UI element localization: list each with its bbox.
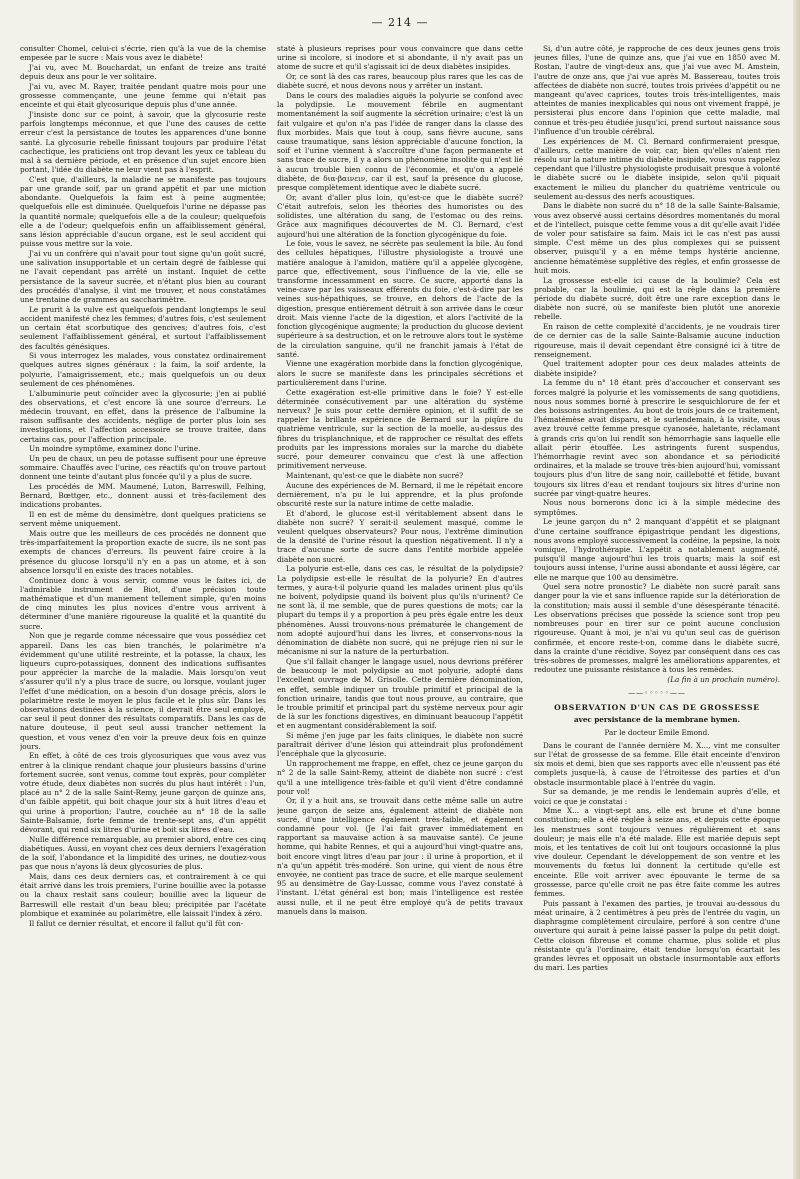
paragraph: Or, ce sont là des cas rares, beaucoup plus rares que les cas de diabète sucré, et nous devons nous y arrêter un instant. <box>277 72 523 91</box>
text-columns <box>20 44 780 1170</box>
paragraph: L'albuminurie peut coïncider avec la glycosurie; j'en ai publié des observations, et c'est encore là une source d'erreurs. Le médecin trouvant, en effet, dans la présence de l'albumine la raison suffisante des accidents, néglige de porter plus loin ses investigations, et l'affection accessoire se trouve traitée, dans certains cas, pour l'affection principale. <box>20 388 266 444</box>
paragraph: En raison de cette complexité d'accidents, je ne voudrais tirer de ce dernier cas de la salle Sainte-Balsamie aucune induction rigoureuse, mais il devait cependant être consigné ici à titre de renseignement. <box>534 322 780 359</box>
paragraph: Le prurit à la vulve est quelquefois pendant longtemps le seul accident manifesté chez les femmes; d'autres fois, c'est seulement un certain état scorbutique des gencives; d'autres fois, c'est seulement l'affaiblissement général, et surtout l'affaiblissement des facultés génésiques. <box>20 304 266 351</box>
paragraph: Il en est de même du densimètre, dont quelques praticiens se servent même uniquement. <box>20 510 266 529</box>
paragraph: Vienne une exagération morbide dans la fonction glycogénique, alors le sucre se manifeste dans les principales sécrétions et particulièrement dans l'urine. <box>277 359 523 387</box>
paragraph: J'insiste donc sur ce point, à savoir, que la glycosurie reste parfois longtemps méconnue, et que l'une des causes de cette erreur c'est la persistance de toutes les apparences d'une bonne santé. La glycosurie rebelle finissant toujours par produire l'état cachectique, les praticiens ont trop devant les yeux ce tableau du mal à sa dernière période, et en présence d'un sujet encore bien portant, l'idée du diabète ne leur vient pas à l'esprit. <box>20 109 266 175</box>
paragraph: Or, il y a huit ans, se trouvait dans cette même salle un autre jeune garçon de seize ans, également atteint de diabète non sucré, d'une intelligence également très-faible, et également condamné pour vol. (Je l'ai fait graver immédiatement en rapportant sa mauvaise action à sa mauvaise santé). Ce jeune homme, qui habite Rennes, et qui a aujourd'hui vingt-quatre ans, boit encore vingt litres d'eau par jour : il urine à proportion, et il n'a qu'un appétit très-modéré. Son urine, qui vient de nous être envoyée, ne contient pas trace de sucre, et elle marque seulement 95 au densimètre de Gay-Lussac, comme vous l'avez constaté à l'instant. L'état général est bon; mais l'intelligence est restée aussi nulle, et il ne peut être employé qu'à de petits travaux manuels dans la maison. <box>277 796 523 916</box>
paragraph: Puis passant à l'examen des parties, je trouvai au-dessous du méat urinaire, à 2 centimètres à peu près de l'entrée du vagin, un diaphragme complètement circulaire, perforé à son centre d'une ouverture qui aurait à peine laissé passer la pulpe du petit doigt. Cette cloison fibreuse et comme charnue, plus solide et plus résistante qu'à l'ordinaire, était tendue lorsqu'on écartait les grandes lèvres et opposait un obstacle insurmontable aux efforts du mari. Les parties <box>534 898 780 973</box>
paragraph: Non que je regarde comme nécessaire que vous possédiez cet appareil. Dans les cas bien tranchés, le polarimètre n'a évidemment qu'une utilité restreinte, et la potasse, la chaux, les liqueurs cupro-potassiques, donnent des indications suffisantes pour apprécier la marche de la maladie. Mais lorsqu'on veut s'assurer qu'il n'y a plus trace de sucre, ou lorsque, voulant juger l'effet d'une médication, on a besoin d'un dosage précis, alors le polarimètre reste le moyen le plus facile et le plus sûr. Dans les observations destinées à la science, il devrait être seul employé, car seul il peut donner des résultats comparatifs. Dans les cas de nature douteuse, il peut seul aussi trancher nettement la question, et vous venez d'en voir la preuve deux fois en quinze jours. <box>20 631 266 751</box>
section-subtitle: avec persistance de la membrane hymen. <box>573 715 740 725</box>
paragraph: La grossesse est-elle ici cause de la boulimie? Cela est probable, car la boulimie, qui est la règle dans la première période du diabète sucré, doit être une rare exception dans le diabète non sucré, où se manifeste bien plutôt une anorexie rebelle. <box>534 275 780 322</box>
page-edge-fold <box>793 0 800 1179</box>
paragraph: Quel traitement adopter pour ces deux malades atteints de diabète insipide? <box>534 359 780 378</box>
paragraph: Un peu de chaux, un peu de potasse suffisent pour une épreuve sommaire. Chauffés avec l'urine, ces réactifs qu'on trouve partout donnent une teinte d'autant plus foncée qu'il y a plus de sucre. <box>20 453 266 482</box>
paragraph: Nous nous bornerons donc ici à la simple médecine des symptômes. <box>534 498 780 517</box>
page-number: — 214 — <box>371 16 429 29</box>
paragraph: Mais outre que les meilleurs de ces procédés ne donnent que très-imparfaitement la proportion exacte de sucre, ils ne sont pas exempts de chances d'erreurs. Ils peuvent faire croire à la présence du glucose lorsqu'il n'y en a pas un atome, et à son absence lorsqu'il en existe des traces notables. <box>20 529 266 575</box>
paragraph: Si même j'en juge par les faits cliniques, le diabète non sucré paraîtrait dériver d'une lésion qui atteindrait plus profondément l'encéphale que la glycosurie. <box>277 731 523 759</box>
paragraph: Les procédés de MM. Maumené, Luton, Barreswill, Felhing, Bernard, Bœttger, etc., donnent aussi et très-facilement des indications probantes. <box>20 482 266 510</box>
paragraph: J'ai vu, avec M. Rayer, traitée pendant quatre mois pour une grossesse commençante, une jeune femme qui n'était pas enceinte et qui était glycosurique depuis plus d'une année. <box>20 81 266 110</box>
paragraph: Aucune des expériences de M. Bernard, il me le répétait encore dernièrement, n'a pu le lui apprendre, et la plus profonde obscurité reste sur la nature intime de cette maladie. <box>277 480 523 508</box>
paragraph: Quel sera notre pronostic? Le diabète non sucré paraît sans danger pour la vie et sans influence rapide sur la détérioration de la constitution; mais aussi il semble d'une désespérante ténacité. Les observations précises que possède la science sont trop peu nombreuses pour en tirer sur ce point aucune conclusion rigoureuse. Quant à moi, je n'ai vu qu'un seul cas de guérison confirmée, et encore reste-t-on, comme dans le diabète sucré, dans la crainte d'une récidive. Soyez par conséquent dans ces cas très-sobres de promesses, malgré les améliorations apparentes, et redoutez une puissante résistance à tous les remèdes. <box>534 582 780 675</box>
paragraph: Dans le courant de l'année dernière M. X..., vint me consulter sur l'état de grossesse de sa femme. Elle était enceinte d'environ six mois et demi, bien que ses rapports avec elle n'eussent pas été complets jusque-là, à cause de l'étroitesse des parties et d'un obstacle insurmontable placé à l'entrée du vagin. <box>534 740 780 787</box>
paragraph: Nulle différence remarquable, au premier abord, entre ces cinq diabétiques. Aussi, en voyant chez ces deux derniers l'exagération de la soif, l'abondance et la limpidité des urines, ne doutiez-vous pas que nous n'ayons là deux glycosuries de plus. <box>20 834 266 872</box>
paragraph: Un rapprochement me frappe, en effet, chez ce jeune garçon du n° 2 de la salle Saint-Remy, atteint de diabète non sucré : c'est qu'il a une intelligence très-faible et qu'il vient d'être condamné pour vol! <box>277 759 523 796</box>
paragraph: C'est que, d'ailleurs, la maladie ne se manifeste pas toujours par une grande soif, par un grand appétit et par une miction abondante. Quelquefois la faim est à peine augmentée; quelquefois elle est diminuée. Quelquefois l'urine ne dépasse pas la quantité normale; quelquefois elle a de la couleur; quelquefois elle a de l'odeur; quelquefois enfin un affaiblissement général, sans lésion appréciable d'aucun organe, est le seul accident qui puisse vous mettre sur la voie. <box>20 174 266 249</box>
column-right <box>534 44 780 1170</box>
paragraph: Or, avant d'aller plus loin, qu'est-ce que le diabète sucré? C'était autrefois, selon les théories des humoristes ou des solidistes, une altération du sang, de l'estomac ou des reins. Grâce aux magnifiques découvertes de M. Cl. Bernard, c'est aujourd'hui une altération de la fonction glycogénique du foie. <box>277 192 523 239</box>
paragraph: La femme du n° 18 étant près d'accoucher et conservant ses forces malgré la polyurie et les vomissements de sang quotidiens, nous nous sommes borné à prescrire le sesquichlorure de fer et des boissons astringentes. Au bout de trois jours de ce traitement, l'hématémèse avait disparu, et le surlendemain, à la visite, vous avez trouvé cette femme presque cyanosée, haletante, réclamant à grands cris qu'on lui rendît son hémorrhagie sans laquelle elle allait périr étouffée. Les astringents furent suspendus, l'hémorrhagie revint avec son abondance et sa périodicité ordinaires, et la malade se trouve très-bien aujourd'hui, vomissant toujours plus d'un litre de sang noir, caillebotté et fétide, buvant toujours six litres d'eau et rendant toujours six litres d'urine non sucrée par vingt-quatre heures. <box>534 378 780 498</box>
paragraph: Si vous interrogez les malades, vous constatez ordinairement quelques autres signes généraux : la faim, la soif ardente, la polyurie, l'amaigrissement, etc.; mais quelquefois un ou deux seulement de ces phénomènes. <box>20 351 266 388</box>
paragraph: Maintenant, qu'est-ce que le diabète non sucré? <box>286 470 464 480</box>
paragraph: Le jeune garçon du n° 2 manquant d'appétit et se plaignant d'une certaine souffrance épigastrique pendant les digestions, nous avons employé successivement la codéine, la pepsine, la noix vomique, l'hydrothérapie. L'appétit a notablement augmenté, puisqu'il mange aujourd'hui les trois quarts; mais la soif est toujours aussi intense, l'urine aussi abondante et aussi légère, car elle ne marque que 100 au densimètre. <box>534 517 780 582</box>
paragraph: consulter Chomel, celui-ci s'écrie, rien qu'à la vue de la chemise empesée par le sucre : Mais vous avez le diabète! <box>20 44 266 63</box>
paragraph: Si, d'un autre côté, je rapproche de ces deux jeunes gens trois jeunes filles, l'une de quinze ans, que j'ai vue en 1850 avec M. Rostan, l'autre de vingt-deux ans, que j'ai vue avec M. Amstein, l'autre de onze ans, que j'ai vue après M. Bassereau, toutes trois affectées de diabète non sucré, toutes trois privées d'appétit ou ne mangeant qu'avec caprices, toutes trois très-intelligentes, mais atteintes de manies inexplicables qui nous ont vivement frappé, je persisterai plus encore dans l'opinion que cette maladie, mal connue et très-peu étudiée jusqu'ici, prend surtout naissance sous l'influence d'un trouble cérébral. <box>534 44 780 136</box>
paragraph: Dans le cours des maladies aiguës la polyurie se confond avec la polydipsie. Le mouvement fébrile en augmentant momentanément la soif augmente la sécrétion urinaire; c'est là un fait vulgaire et qu'on n'a pas l'idée de ranger dans la classe des flux morbides. Mais que tout à coup, sans fièvre aucune, sans cause traumatique, sans lésion appréciable d'aucune fonction, la soif et l'urine viennent à s'accroître d'une façon permanente et sans trace de sucre, il y a alors un phénomène insolite qui n'est lié à aucun trouble bien connu de l'économie, et qu'on a appelé diabète, de δια-βαινειν, car il est, sauf la présence du glucose, presque complètement identique avec le diabète sucré. <box>277 91 523 193</box>
paragraph: J'ai vu un confrère qui n'avait pour tout signe qu'un goût sucré, une salivation insupportable et un certain degré de faiblesse qui ne l'avait cependant pas arrêté un instant. Inquiet de cette persistance de la saveur sucrée, et n'étant plus bien au courant des procédés d'analyse, il vint me trouver, et nous constatâmes une trentaine de grammes au saccharimètre. <box>20 248 266 304</box>
paragraph: Dans le diabète non sucré du n° 18 de la salle Sainte-Balsamie, vous avez observé aussi certains désordres momentanés du moral et de l'intellect, puisque cette femme vous a dit qu'elle avait l'idée de voler pour satisfaire sa faim. Mais ici le cas n'est pas aussi simple. C'est même un des plus complexes qui se puissent observer, puisqu'il y a en même temps hystérie ancienne, ancienne hématémèse supplétive des règles, et enfin grossesse de huit mois. <box>534 201 780 275</box>
paragraph: Cette exagération est-elle primitive dans le foie? Y est-elle déterminée consécutivement par une altération du système nerveux? Je suis pour cette dernière opinion, et il suffit de se rappeler la brillante expérience de Bernard sur la piqûre du quatrième ventricule, sur la section de la moelle, au-dessus des fibres du trisplanchnique, et de rapprocher ce résultat des effets produits par les impressions morales sur la marche du diabète sucré, pour demeurer convaincu que c'est là une affection primitivement nerveuse. <box>277 387 523 471</box>
paragraph: Sur sa demande, je me rendis le lendemain auprès d'elle, et voici ce que je constatai : <box>534 787 780 806</box>
paragraph: Le foie, vous le savez, ne sécrète pas seulement la bile. Au fond des cellules hépatiques, l'illustre physiologiste a trouvé une matière analogue à l'amidon, matière qu'il a appelée glycogène, parce que, effectivement, sous l'influence de la vie, elle se transforme incessamment en sucre. Ce sucre, apporté dans la veine-cave par les vaisseaux efférents du foie, c'est-à-dire par les veines sus-hépathiques, se trouve, en dehors de l'acte de la digestion, presque entièrement détruit à son arrivée dans le cœur droit. Mais vienne l'acte de la digestion, et alors l'activité de la fonction glycogénique augmente; la production du glucose devient supérieure à sa destruction, et on le retrouve alors tout le système de la circulation sanguine, qu'il ne franchit jamais à l'état de santé. <box>277 239 523 359</box>
paragraph: Que s'il fallait changer le langage usuel, nous devrions préférer de beaucoup le mot polydipsie au mot polyurie, adopté dans l'excellent ouvrage de M. Grisolle. Cette dernière dénomination, en effet, semble indiquer un trouble primitif et principal de la fonction urinaire, tandis que tout nous prouve, au contraire, que le trouble primitif et principal part du système nerveux pour agir de là sur les fonctions digestives, en diminuant beaucoup l'appétit et en augmentant considérablement la soif. <box>277 656 523 731</box>
paragraph: Et d'abord, le glucose est-il véritablement absent dans le diabète non sucré? Y serait-il seulement masqué, comme le veulent quelques observateurs? Pour nous, l'extrême diminution de la densité de l'urine résout la question négativement. Il n'y a trace d'aucune sorte de sucre dans l'entité morbide appelée diabète non sucré. <box>277 508 523 564</box>
section-author: Par le docteur Emile Emond. <box>604 727 710 737</box>
paragraph: Mais, dans ces deux derniers cas, et contrairement à ce qui était arrivé dans les trois premiers, l'urine bouillie avec la potasse ou la chaux restait sans couleur; bouillie avec la liqueur de Barreswill elle restait d'un beau bleu; précipitée par l'acétate plombique et examinée au polarimètre, elle laissait l'index à zéro. <box>20 872 266 918</box>
article-continuation <box>534 44 780 674</box>
continuation-note: (La fin à un prochain numéro). <box>667 674 780 684</box>
paragraph: La polyurie est-elle, dans ces cas, le résultat de la polydipsie? La polydipsie est-elle le résultat de la polyurie? En d'autres termes, y aura-t-il polyurie quand les malades urinent plus qu'ils ne boivent, polydipsie quand ils boivent plus qu'ils n'urinent? Ce ne sont là, il me semble, que de pures questions de mots; car la plupart du temps il y a proportion à peu près égale entre les deux phénomènes. Aussi trouvons-nous prématurée le changement de nom adopté aujourd'hui dans les livres, et conservons-nous la dénomination de diabète non sucré, qui ne préjuge rien ni sur le mécanisme ni sur la nature de la perturbation. <box>277 564 523 657</box>
section-title: OBSERVATION D'UN CAS DE GROSSESSE <box>554 703 760 713</box>
paragraph: Un moindre symptôme, examinez donc l'urine. <box>29 444 201 454</box>
paragraph: Il fallut ce dernier résultat, et encore il fallut qu'il fût con- <box>29 918 244 928</box>
paragraph: En effet, à côté de ces trois glycosuriques que vous avez vus entrer à la clinique rendant chaque jour plusieurs bassins d'urine fortement sucrée, sont venus, comme tout exprès, pour compléter votre étude, deux diabètes non sucrés du plus haut intérêt : l'un, placé au n° 2 de la salle Saint-Remy, jeune garçon de quinze ans, d'un faible appétit, qui boit chaque jour six à huit litres d'eau et qui urine à proportion; l'autre, couchée au n° 18 de la salle Sainte-Balsamie, forte femme de trente-sept ans, d'un appétit dévorant, qui rend six litres d'urine et boit six litres d'eau. <box>20 751 266 835</box>
paragraph: staté à plusieurs reprises pour vous convaincre que dans cette urine si incolore, si inodore et si abondante, il n'y avait pas un atome de sucre et qu'il s'agissait ici de deux diabètes insipides. <box>277 44 523 72</box>
section-ornament: ——◦◦◦◦◦—— <box>628 689 686 698</box>
paragraph: Les expériences de M. Cl. Bernard confirmeraient presque, d'ailleurs, cette manière de voir, car, bien qu'elles n'aient rien résolu sur la nature intime du diabète insipide, vous vous rappelez cependant que l'illustre physiologiste produisait presque à volonté le diabète sucré ou le diabète insipide, selon qu'il piquait exactement le milieu du plancher du quatrième ventricule ou seulement au-dessus des nerfs acoustiques. <box>534 136 780 201</box>
paragraph: Continuez donc à vous servir, comme vous le faites ici, de l'admirable instrument de Biot, d'une précision toute mathématique et d'un maniement tellement simple, qu'en moins de cinq minutes les plus novices d'entre vous arrivent à déterminer d'une manière rigoureuse la qualité et la quantité du sucre. <box>20 575 266 631</box>
column-middle <box>277 44 523 1170</box>
new-article-body <box>534 741 780 973</box>
column-left <box>20 44 266 1170</box>
paragraph: Mme X... a vingt-sept ans, elle est brune et d'une bonne constitution; elle a été réglée à seize ans, et depuis cette époque les menstrues sont toujours venues régulièrement et sans douleur; je mais elle n'a été malade. Elle est mariée depuis sept mois, et les tentatives de coït lui ont toujours occasionné la plus vive douleur. Cependant le développement de son ventre et les mouvements du fœtus lui donnent la certitude qu'elle est enceinte. Elle voit arriver avec épouvante le terme de sa grossesse, parce qu'elle croit ne pas être faite comme les autres femmes. <box>534 806 780 899</box>
paragraph: J'ai vu, avec M. Bouchardat, un enfant de treize ans traité depuis deux ans pour le ver solitaire. <box>20 62 266 82</box>
